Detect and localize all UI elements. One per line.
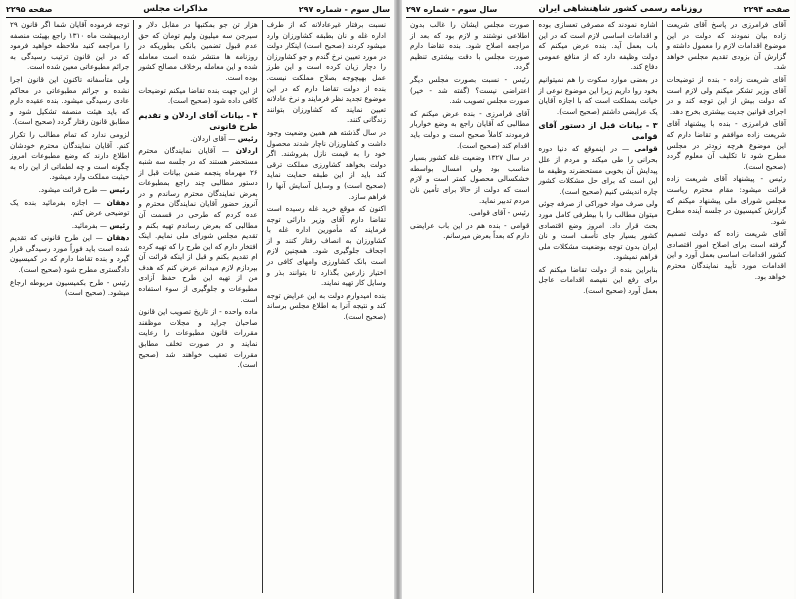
paragraph: رئیس - پیشنهاد آقای شریعت زاده قرائت میشود: مقام محترم ریاست مجلس شورای ملی پیشنهاد میکنم که گزارش کمیسیون در جلسه آینده مطرح شود. [666,174,786,226]
issue-number: سال سوم - شماره ۲۹۷ [298,4,390,14]
speech-text: — اجازه بفرمائید بنده یک توضیحی عرض کنم. [10,197,130,218]
text-column [662,20,790,593]
paragraph: آقای شریعت زاده - بنده از توضیحات آقای وزیر تشکر میکنم ولی لازم است که دولت بیش از این توجه کند و در اجرای قوانین جدیت بیشتری بخرج دهد. [666,74,786,116]
text-column [533,20,661,593]
paragraph: قوامی - بنده هم در این باب عرایضی دارم که بعداً بعرض میرسانم. [410,220,530,241]
paragraph: بنابراین بنده از دولت تقاضا میکنم که برای رفع این نقیصه اقدامات عاجل بعمل آورد (صحیح است). [538,264,658,296]
paragraph: در بعضی موارد سکوت را هم نمیتوانیم بخود روا داریم زیرا این موضوع نوعی از خیانت بمملکت است که با اجازه آقایان یک عرایضی داشتم (صحیح است). [538,74,658,116]
speaker-paragraph [10,233,129,275]
text-column [406,20,533,593]
text-columns [406,20,790,593]
page-title: روزنامه رسمی کشور شاهنشاهی ایران [538,4,703,14]
text-column [133,20,261,593]
speaker-name: قوامی [634,144,658,154]
section-heading: ۴ - بیانات آقای اردلان و تقدیم طرح قانونی [138,110,258,131]
page-title: مذاکرات مجلس [143,4,208,14]
left-page [2,0,394,599]
paragraph: لزومی ندارد که تمام مطالب را تکرار کنم. آقایان نمایندگان محترم خودشان اطلاع دارند که وضع مطبوعات امروز چگونه است و چه لطماتی از این راه به حیثیت مملکت وارد میشود. [10,129,130,182]
paragraph: آقای شریعت زاده که دولت تصمیم گرفته است برای اصلاح امور اقتصادی کشور اقدامات اساسی بعمل آورد و این اقدامات مورد تأیید نمایندگان محترم خواهد بود. [666,229,786,281]
page-header [406,4,790,18]
speaker-name: رئیس [109,184,130,194]
speech-text: — بفرمائید. [71,220,108,230]
speaker-paragraph [138,146,257,305]
paragraph: آقای فرامرزی در پاسخ آقای شریعت زاده بیان نمودند که دولت در این موضوع اقدامات لازم را معمول داشته و گزارش آن بزودی تقدیم مجلس خواهد شد. [666,20,786,72]
speech-text: — آقایان نمایندگان محترم مستحضر هستند که در جلسه سه شنبه ۲۶ مهرماه پنجمه ضمن بیانات قبل از دستور مطالبی چند راجع بمطبوعات بعرض نمایندگان محترم رساندم و در آنروز حضور آقایان نمایندگان محترم و عده کردم که طرحی در قسمت آن مطالبی که بعرض رساندم تهیه بکنم و تقدیم مجلس شورای ملی نمایم. اینک افتخار دارم که این طرح را که تهیه کرده ام تقدیم بکنم و قبل از اینکه قرائت آن بپردازم لازم میدانم عرض کنم که هدف من از تهیه این طرح حفظ آزادی مطبوعات و جلوگیری از سوء استفاده است. [138,146,258,304]
text-column [262,20,390,593]
right-page [402,0,794,599]
speaker-paragraph [138,134,257,145]
paragraph: از این جهت بنده تقاضا میکنم توضیحات کافی داده شود (صحیح است). [138,85,258,106]
speaker-paragraph [10,198,129,219]
page-number: صفحه ۲۲۹۵ [6,4,53,14]
issue-number: سال سوم - شماره ۲۹۷ [406,4,498,14]
speech-text: — آقای اردلان. [190,133,236,143]
paragraph: اشاره نمودند که مصرفی تعسازی بوده و اقدامات اساسی لازم است که در این باب بعمل آید. بنده عرض میکنم که دولت وظیفه دارد که از منافع عمومی دفاع کند. [538,20,658,72]
paragraph: ولی متأسفانه تاکنون این قانون اجرا نشده و جرائم مطبوعاتی در محاکم عادی رسیدگی میشود. بنده عقیده دارم که باید هیئت منصفه تشکیل شود و مطابق قانون رفتار گردد (صحیح است). [10,74,130,127]
text-columns [6,20,390,593]
speech-text: — طرح قرائت میشود. [38,184,108,194]
speaker-paragraph [10,221,129,232]
paragraph: رئیس - طرح بکمیسیون مربوطه ارجاع میشود. (صحیح است) [10,277,130,298]
paragraph: اکنون که موقع خرید غله رسیده است تقاضا دارم آقای وزیر دارائی توجه فرمایند که مأمورین اداره غله با کشاورزان به انصاف رفتار کنند و از اجحاف جلوگیری شود. همچنین لازم است بانک کشاورزی وامهای کافی در اختیار زارعین بگذارد تا بتوانند بذر و وسایل کار تهیه نمایند. [266,204,386,288]
paragraph: ماده واحده - از تاریخ تصویب این قانون صاحبان جراید و مجلات موظفند مقررات قانون مطبوعات را رعایت نمایند و در صورت تخلف مطابق مقررات تعقیب خواهند شد (صحیح است). [138,307,258,370]
paragraph: بنده امیدوارم دولت به این عرایض توجه کند و نتیجه آنرا به اطلاع مجلس برساند (صحیح است). [266,290,386,322]
speaker-name: اردلان [235,146,258,156]
page-gutter [394,0,402,599]
speech-text: — در اینموقع که دنیا دوره بحرانی را طی میکند و مردم از علل پیدایش آن بخوبی مستحضرند وظیفه ما این است که برای حل مشکلات کشور چاره اندیشی کنیم (صحیح است). [538,144,658,196]
paragraph: در سال ۱۳۲۷ وضعیت غله کشور بسیار مناسب بود ولی امسال بواسطه خشکسالی محصول کمتر است و لازم است که دولت از حالا برای تأمین نان مردم تدبیر نماید. [410,153,530,205]
paragraph: ولی صرف مواد خوراکی از صرفه جوئی میتوان مطالب را با بیطرفی کامل مورد بحث قرار داد. امروز وضع اقتصادی کشور بسیار جای تأسف است و نان ایران بدون توجه بوضعیت مشکلات ملی فراهم نمیشود. [538,199,658,262]
paragraph: صورت مجلس ایشان را غالب بدون اطلاعی نوشتند و لازم بود که بعد از مراجعه اصلاح شود. بنده تقاضا دارم صورت مجلس با دقت بیشتری تنظیم گردد. [410,20,530,72]
paragraph: نسبت برفتار غیرعادلانه که از طرف اداره غله و نان بطبقه کشاورزان وارد میشود کردند (صحیح است) اینکار دولت در مورد تعیین نرخ گندم و جو کشاورزان را دچار زیان کرده است و این طرز عمل بهیچوجه بصلاح مملکت نیست. بنده از دولت تقاضا دارم که در این موضوع تجدید نظر فرمایند و نرخ عادلانه تعیین نمایند که کشاورزان بتوانند زندگانی کنند. [266,20,386,125]
paragraph: در سال گذشته هم همین وضعیت وجود داشت و کشاورزان ناچار شدند محصول خود را به قیمت نازل بفروشند. اگر دولت بخواهد کشاورزی مملکت ترقی کند باید از این طبقه حمایت نماید (صحیح است) و وسایل آسایش آنها را فراهم سازد. [266,127,386,201]
page-header [6,4,390,18]
speaker-name: دهقان [106,197,130,207]
speaker-paragraph [538,144,657,197]
speaker-name: رئیس [109,220,130,230]
paragraph: توجه فرموده آقایان شما اگر قانون ۲۹ اردیبهشت ماه ۱۳۱۰ راجع بهیئت منصفه را مراجعه کنید ملاحظه خواهید فرمود که در این قانون ترتیب رسیدگی به جرائم مطبوعاتی معین شده است. [10,20,130,72]
paragraph: رئیس - آقای قوامی. [468,208,530,218]
paragraph: آقای فرامرزی - بنده با پیشنهاد آقای شریعت زاده موافقم و تقاضا دارم که این موضوع هرچه زودتر در مجلس مطرح شود تا تکلیف آن معلوم گردد (صحیح است). [666,119,786,171]
section-heading: ۳ - بیانات قبل از دستور آقای قوامی [538,121,658,142]
paragraph: هزار تن جو بمکتبها در مقابل دلار و سیرجن سه میلیون ولیم تومان که حق عدم قبول تضمین بانکی بطوریکه در روزنامه ها منتشر شده است معامله شده و این معامله برخلاف مصالح کشور بوده است. [138,20,258,82]
speaker-name: دهقان [106,233,130,243]
speaker-paragraph [10,185,129,196]
text-column [6,20,133,593]
paragraph: آقای فرامرزی - بنده عرض میکنم که مطالبی که آقایان راجع به وضع خواربار فرمودند کاملاً صحیح است و دولت باید اقدام کند (صحیح است). [410,108,530,150]
paragraph: رئیس - نسبت بصورت مجلس دیگر اعتراضی نیست؟ (گفته شد - خیر) صورت مجلس تصویب شد. [410,74,530,106]
speaker-name: رئیس [237,133,258,143]
page-number: صفحه ۲۲۹۴ [743,4,790,14]
speech-text: — این طرح قانونی که تقدیم شده است باید فوراً مورد رسیدگی قرار گیرد و بنده تقاضا دارم که در کمیسیون دادگستری مطرح شود (صحیح است). [10,233,130,275]
